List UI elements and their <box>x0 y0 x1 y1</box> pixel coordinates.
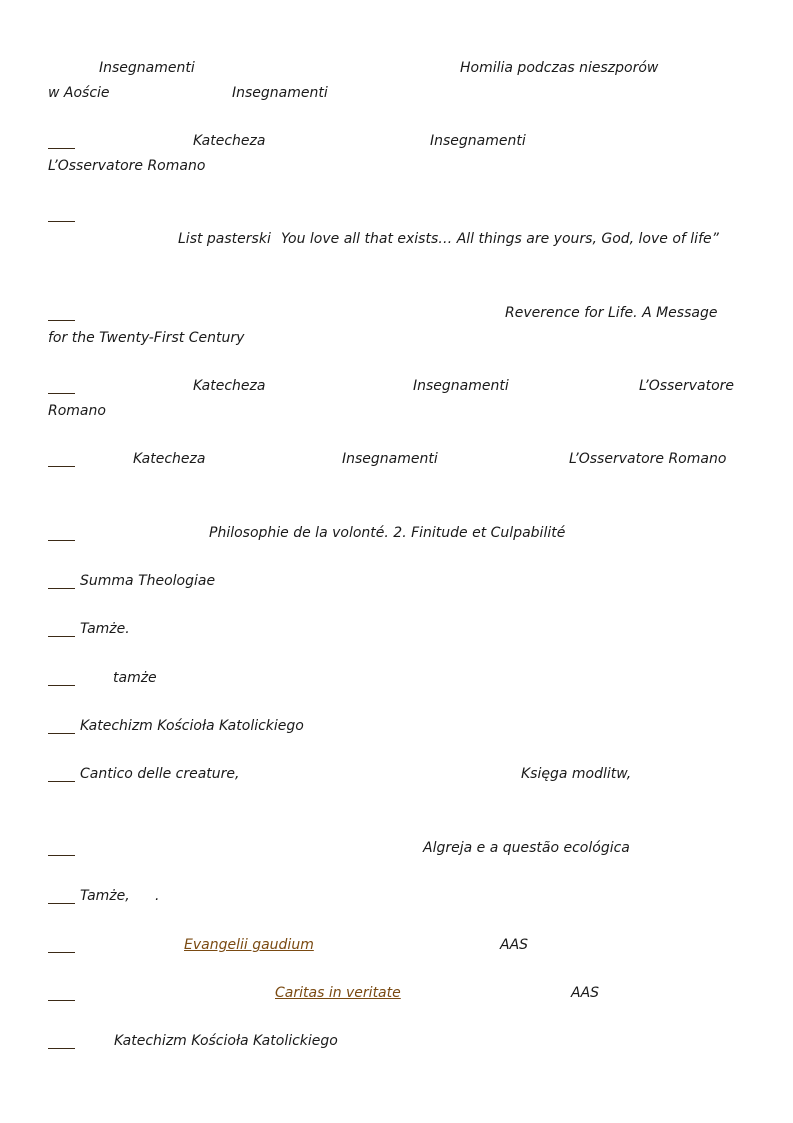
footnote-rule <box>48 540 75 541</box>
ref-text: Księga modlitw, <box>521 766 632 782</box>
footnote-rule <box>48 393 75 394</box>
footnote-rule <box>48 221 75 222</box>
ref-text: for the Twenty-First Century <box>48 330 245 346</box>
footnote-rule <box>48 685 75 686</box>
ref-text: AAS <box>571 985 600 1001</box>
footnote-rule <box>48 903 75 904</box>
footnote-rule <box>48 320 75 321</box>
footnote-rule <box>48 855 75 856</box>
footnote-rule <box>48 1048 75 1049</box>
ref-text: Tamże, <box>80 888 130 904</box>
ref-text: Romano <box>48 403 106 419</box>
footnote-rule <box>48 148 75 149</box>
ref-text: Summa Theologiae <box>80 573 216 589</box>
ref-text: tamże <box>113 670 157 686</box>
ref-text: Katecheza <box>193 133 266 149</box>
ref-text: Homilia podczas nieszporów <box>460 60 659 76</box>
ref-text: L’Osservatore Romano <box>569 451 727 467</box>
ref-text: Insegnamenti <box>430 133 526 149</box>
ref-text: Katechizm Kościoła Katolickiego <box>80 718 304 734</box>
ref-text: Cantico delle creature, <box>80 766 240 782</box>
footnote-rule <box>48 952 75 953</box>
ref-text: L’Osservatore Romano <box>48 158 206 174</box>
ref-text: List pasterski <box>178 231 271 247</box>
footnote-rule <box>48 733 75 734</box>
ref-text: L’Osservatore <box>639 378 734 394</box>
footnote-rule <box>48 466 75 467</box>
ref-text: Insegnamenti <box>413 378 509 394</box>
ref-text: Philosophie de la volonté. 2. Finitude et Culpabilité <box>209 525 566 541</box>
ref-text: AAS <box>500 937 529 953</box>
footnote-rule <box>48 636 75 637</box>
ref-text: Katecheza <box>193 378 266 394</box>
evangelii-gaudium-link[interactable]: Evangelii gaudium <box>184 937 314 953</box>
ref-text: Insegnamenti <box>99 60 195 76</box>
ref-text: Insegnamenti <box>232 85 328 101</box>
ref-text: w Aoście <box>48 85 110 101</box>
ref-text: Katecheza <box>133 451 206 467</box>
ref-text: Katechizm Kościoła Katolickiego <box>114 1033 338 1049</box>
footnote-rule <box>48 781 75 782</box>
ref-text: Insegnamenti <box>342 451 438 467</box>
ref-text: Reverence for Life. A Message <box>505 305 718 321</box>
caritas-in-veritate-link[interactable]: Caritas in veritate <box>275 985 401 1001</box>
ref-text: Tamże. <box>80 621 130 637</box>
ref-text: . <box>155 888 160 904</box>
ref-text: Algreja e a questão ecológica <box>423 840 630 856</box>
footnote-rule <box>48 1000 75 1001</box>
ref-text: You love all that exists… All things are yours, God, love of life” <box>281 231 719 247</box>
footnote-rule <box>48 588 75 589</box>
